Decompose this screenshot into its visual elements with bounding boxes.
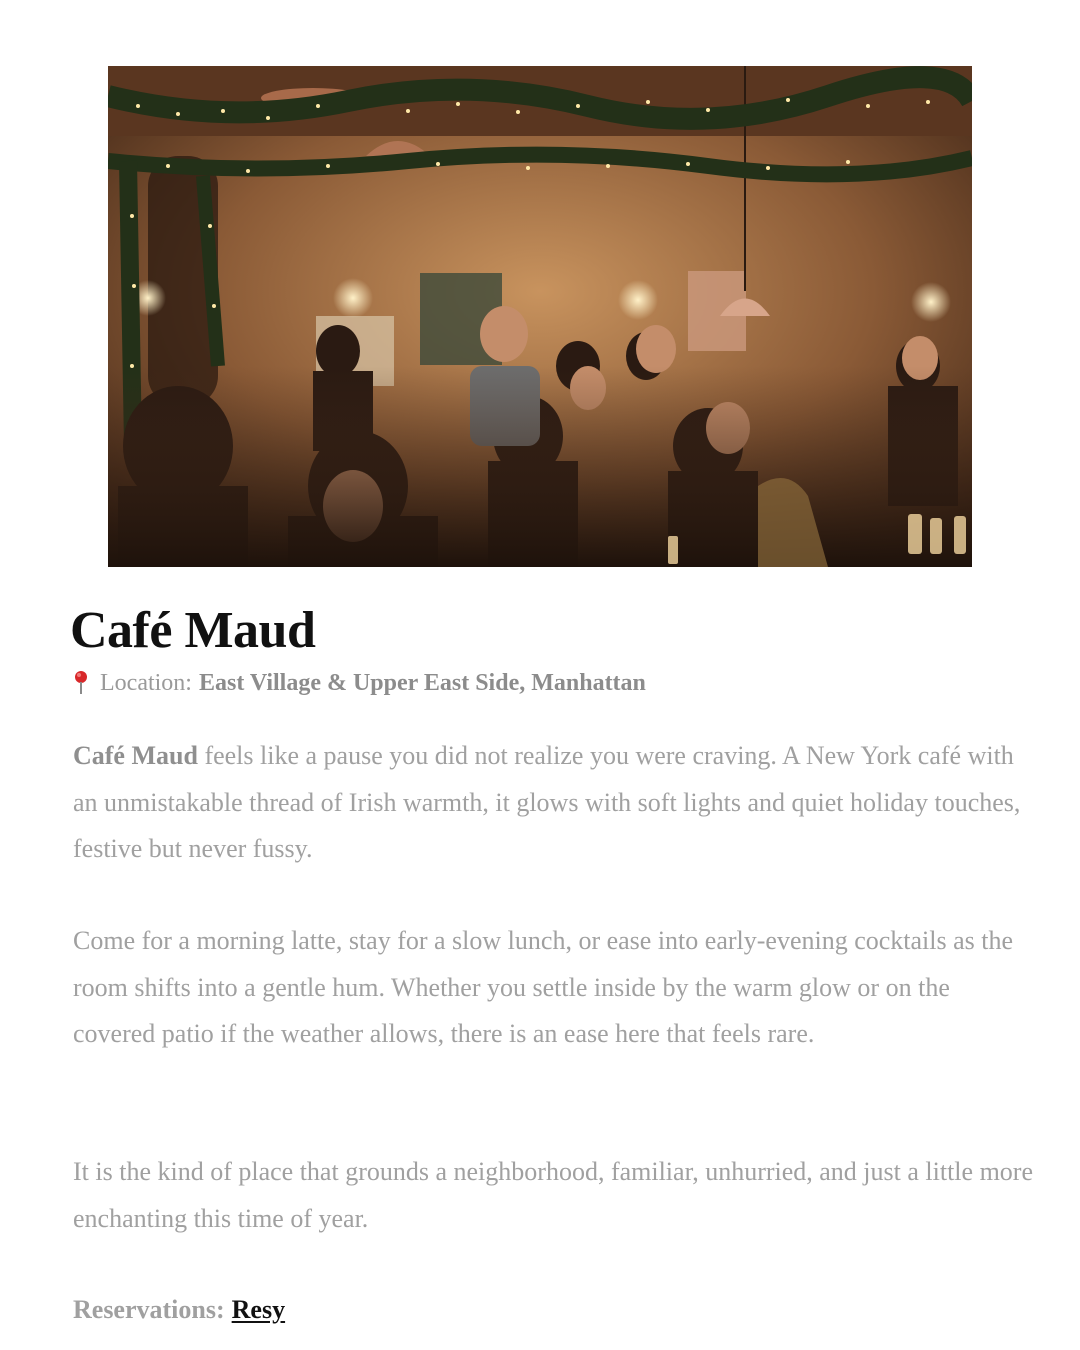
hero-photo bbox=[108, 66, 972, 567]
location-label: Location: bbox=[100, 669, 192, 696]
description-paragraph-3: It is the kind of place that grounds a neighborhood, familiar, unhurried, and just a little more enchanting this time of year. bbox=[73, 1157, 1033, 1233]
hero-photo-illustration bbox=[108, 66, 972, 567]
reservations-label: Reservations: bbox=[73, 1295, 225, 1324]
resy-link[interactable]: Resy bbox=[231, 1295, 286, 1324]
venue-title: Café Maud bbox=[70, 602, 316, 659]
location-value: East Village & Upper East Side, Manhattan bbox=[198, 669, 646, 696]
map-pin-icon bbox=[72, 670, 90, 696]
location-line bbox=[72, 666, 646, 700]
description-paragraph-1 bbox=[73, 733, 1033, 873]
reservations-line bbox=[73, 1290, 285, 1330]
description-paragraph-2: Come for a morning latte, stay for a slow lunch, or ease into early-evening cocktails as the room shifts into a gentle hum. Whether you settle inside by the warm glow or on the covered patio if the weather allows, there is an ease here that feels rare. bbox=[73, 926, 1014, 1048]
venue-name-inline: Café Maud bbox=[73, 741, 198, 770]
paragraph-1-text: feels like a pause you did not realize you were craving. A New York café with an unmistakable thread of Irish warmth, it glows with soft lights and quiet holiday touches, festive but never fussy. bbox=[73, 741, 1021, 863]
